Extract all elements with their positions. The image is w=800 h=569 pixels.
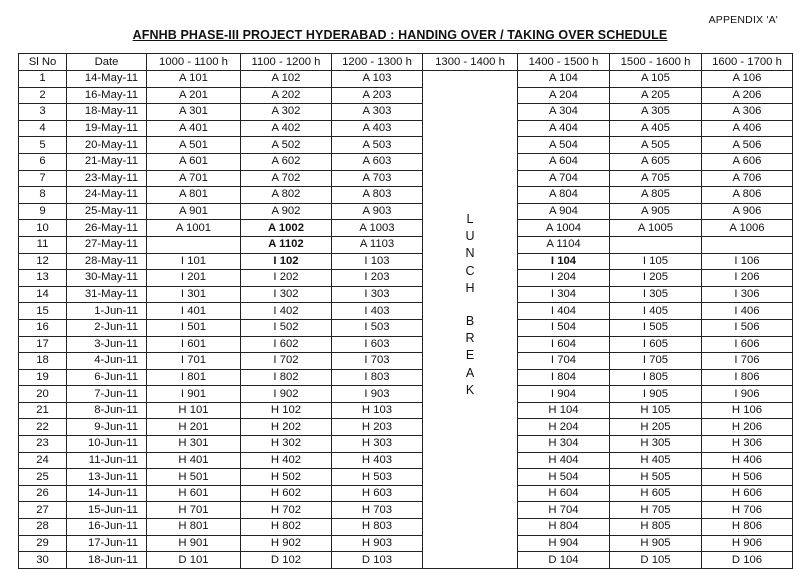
sl-no-cell: 23 bbox=[19, 436, 67, 453]
unit-cell: A 303 bbox=[332, 104, 423, 121]
unit-cell: H 702 bbox=[241, 502, 332, 519]
unit-cell: H 404 bbox=[518, 452, 610, 469]
sl-no-cell: 25 bbox=[19, 469, 67, 486]
unit-cell: H 904 bbox=[518, 535, 610, 552]
unit-cell: A 106 bbox=[702, 71, 793, 88]
appendix-label: APPENDIX 'A' bbox=[708, 14, 778, 26]
sl-no-cell: 20 bbox=[19, 386, 67, 403]
unit-cell: I 403 bbox=[332, 303, 423, 320]
unit-cell: I 106 bbox=[702, 253, 793, 270]
unit-cell: H 304 bbox=[518, 436, 610, 453]
unit-cell: A 1102 bbox=[241, 236, 332, 253]
date-cell: 6-Jun-11 bbox=[67, 369, 147, 386]
table-row bbox=[19, 120, 793, 137]
table-row bbox=[19, 485, 793, 502]
unit-cell: I 105 bbox=[610, 253, 702, 270]
unit-cell: A 403 bbox=[332, 120, 423, 137]
unit-cell: I 506 bbox=[702, 319, 793, 336]
unit-cell: H 606 bbox=[702, 485, 793, 502]
unit-cell: A 701 bbox=[147, 170, 241, 187]
date-cell: 17-Jun-11 bbox=[67, 535, 147, 552]
unit-cell bbox=[702, 236, 793, 253]
table-row bbox=[19, 502, 793, 519]
unit-cell: A 802 bbox=[241, 187, 332, 204]
unit-cell: D 103 bbox=[332, 552, 423, 569]
unit-cell: A 103 bbox=[332, 71, 423, 88]
sl-no-cell: 11 bbox=[19, 236, 67, 253]
unit-cell: A 206 bbox=[702, 87, 793, 104]
date-cell: 28-May-11 bbox=[67, 253, 147, 270]
unit-cell: I 705 bbox=[610, 353, 702, 370]
unit-cell: A 506 bbox=[702, 137, 793, 154]
unit-cell: H 703 bbox=[332, 502, 423, 519]
column-header: 1000 - 1100 h bbox=[147, 54, 241, 71]
sl-no-cell: 4 bbox=[19, 120, 67, 137]
column-header: 1300 - 1400 h bbox=[423, 54, 518, 71]
unit-cell: H 401 bbox=[147, 452, 241, 469]
sl-no-cell: 29 bbox=[19, 535, 67, 552]
unit-cell: I 301 bbox=[147, 286, 241, 303]
unit-cell: H 305 bbox=[610, 436, 702, 453]
unit-cell: I 602 bbox=[241, 336, 332, 353]
unit-cell: A 1006 bbox=[702, 220, 793, 237]
unit-cell: I 502 bbox=[241, 319, 332, 336]
date-cell: 21-May-11 bbox=[67, 153, 147, 170]
unit-cell: I 902 bbox=[241, 386, 332, 403]
unit-cell bbox=[610, 236, 702, 253]
unit-cell: I 706 bbox=[702, 353, 793, 370]
unit-cell: I 101 bbox=[147, 253, 241, 270]
unit-cell: A 803 bbox=[332, 187, 423, 204]
sl-no-cell: 21 bbox=[19, 402, 67, 419]
date-cell: 27-May-11 bbox=[67, 236, 147, 253]
sl-no-cell: 19 bbox=[19, 369, 67, 386]
unit-cell: A 101 bbox=[147, 71, 241, 88]
unit-cell: H 804 bbox=[518, 519, 610, 536]
unit-cell: I 303 bbox=[332, 286, 423, 303]
sl-no-cell: 2 bbox=[19, 87, 67, 104]
unit-cell: H 906 bbox=[702, 535, 793, 552]
unit-cell bbox=[147, 236, 241, 253]
unit-cell: I 103 bbox=[332, 253, 423, 270]
unit-cell: I 404 bbox=[518, 303, 610, 320]
unit-cell: A 304 bbox=[518, 104, 610, 121]
table-row bbox=[19, 535, 793, 552]
unit-cell: I 206 bbox=[702, 270, 793, 287]
table-body bbox=[19, 71, 793, 569]
table-row bbox=[19, 203, 793, 220]
table-row bbox=[19, 220, 793, 237]
date-cell: 26-May-11 bbox=[67, 220, 147, 237]
unit-cell: H 501 bbox=[147, 469, 241, 486]
break-letter: R bbox=[465, 331, 475, 346]
unit-cell: D 104 bbox=[518, 552, 610, 569]
unit-cell: A 203 bbox=[332, 87, 423, 104]
unit-cell: H 902 bbox=[241, 535, 332, 552]
table-row bbox=[19, 187, 793, 204]
unit-cell: A 102 bbox=[241, 71, 332, 88]
unit-cell: A 305 bbox=[610, 104, 702, 121]
unit-cell: H 802 bbox=[241, 519, 332, 536]
sl-no-cell: 6 bbox=[19, 153, 67, 170]
unit-cell: I 603 bbox=[332, 336, 423, 353]
unit-cell: I 701 bbox=[147, 353, 241, 370]
date-cell: 13-Jun-11 bbox=[67, 469, 147, 486]
table-row bbox=[19, 436, 793, 453]
unit-cell: A 401 bbox=[147, 120, 241, 137]
sl-no-cell: 9 bbox=[19, 203, 67, 220]
sl-no-cell: 12 bbox=[19, 253, 67, 270]
unit-cell: A 504 bbox=[518, 137, 610, 154]
table-row bbox=[19, 419, 793, 436]
unit-cell: D 102 bbox=[241, 552, 332, 569]
sl-no-cell: 5 bbox=[19, 137, 67, 154]
unit-cell: A 605 bbox=[610, 153, 702, 170]
sl-no-cell: 27 bbox=[19, 502, 67, 519]
unit-cell: A 903 bbox=[332, 203, 423, 220]
unit-cell: H 301 bbox=[147, 436, 241, 453]
unit-cell: I 801 bbox=[147, 369, 241, 386]
unit-cell: I 504 bbox=[518, 319, 610, 336]
unit-cell: A 801 bbox=[147, 187, 241, 204]
lunch-letter: H bbox=[465, 280, 475, 295]
unit-cell: A 301 bbox=[147, 104, 241, 121]
table-row bbox=[19, 236, 793, 253]
unit-cell: A 904 bbox=[518, 203, 610, 220]
date-cell: 16-Jun-11 bbox=[67, 519, 147, 536]
lunch-letter: C bbox=[465, 263, 475, 278]
table-row bbox=[19, 552, 793, 569]
unit-cell: I 802 bbox=[241, 369, 332, 386]
unit-cell: I 804 bbox=[518, 369, 610, 386]
unit-cell: I 906 bbox=[702, 386, 793, 403]
date-cell: 19-May-11 bbox=[67, 120, 147, 137]
table-row bbox=[19, 253, 793, 270]
sl-no-cell: 28 bbox=[19, 519, 67, 536]
unit-cell: A 501 bbox=[147, 137, 241, 154]
sl-no-cell: 18 bbox=[19, 353, 67, 370]
unit-cell: H 106 bbox=[702, 402, 793, 419]
table-row bbox=[19, 353, 793, 370]
unit-cell: H 506 bbox=[702, 469, 793, 486]
unit-cell: I 604 bbox=[518, 336, 610, 353]
unit-cell: A 306 bbox=[702, 104, 793, 121]
unit-cell: A 606 bbox=[702, 153, 793, 170]
unit-cell: I 401 bbox=[147, 303, 241, 320]
unit-cell: H 604 bbox=[518, 485, 610, 502]
unit-cell: I 204 bbox=[518, 270, 610, 287]
unit-cell: A 204 bbox=[518, 87, 610, 104]
unit-cell: I 806 bbox=[702, 369, 793, 386]
sl-no-cell: 16 bbox=[19, 319, 67, 336]
unit-cell: H 206 bbox=[702, 419, 793, 436]
unit-cell: I 202 bbox=[241, 270, 332, 287]
unit-cell: H 905 bbox=[610, 535, 702, 552]
unit-cell: H 101 bbox=[147, 402, 241, 419]
unit-cell: I 905 bbox=[610, 386, 702, 403]
unit-cell: I 203 bbox=[332, 270, 423, 287]
table-row bbox=[19, 270, 793, 287]
unit-cell: H 403 bbox=[332, 452, 423, 469]
column-header: 1600 - 1700 h bbox=[702, 54, 793, 71]
table-row bbox=[19, 319, 793, 336]
table-row bbox=[19, 170, 793, 187]
unit-cell: A 1001 bbox=[147, 220, 241, 237]
unit-cell: A 1104 bbox=[518, 236, 610, 253]
date-cell: 18-May-11 bbox=[67, 104, 147, 121]
unit-cell: I 104 bbox=[518, 253, 610, 270]
unit-cell: A 302 bbox=[241, 104, 332, 121]
unit-cell: A 505 bbox=[610, 137, 702, 154]
unit-cell: I 402 bbox=[241, 303, 332, 320]
unit-cell: I 702 bbox=[241, 353, 332, 370]
unit-cell: A 902 bbox=[241, 203, 332, 220]
unit-cell: A 604 bbox=[518, 153, 610, 170]
unit-cell: H 903 bbox=[332, 535, 423, 552]
date-cell: 2-Jun-11 bbox=[67, 319, 147, 336]
break-letter: K bbox=[465, 382, 475, 397]
table-row bbox=[19, 153, 793, 170]
table-row bbox=[19, 87, 793, 104]
lunch-letter: L bbox=[466, 212, 474, 226]
lunch-letter: U bbox=[465, 229, 475, 244]
lunch-letter: N bbox=[465, 246, 475, 261]
lunch-break-cell bbox=[423, 71, 518, 569]
unit-cell: A 1002 bbox=[241, 220, 332, 237]
sl-no-cell: 22 bbox=[19, 419, 67, 436]
unit-cell: I 606 bbox=[702, 336, 793, 353]
unit-cell: H 203 bbox=[332, 419, 423, 436]
sl-no-cell: 26 bbox=[19, 485, 67, 502]
unit-cell: H 103 bbox=[332, 402, 423, 419]
column-header: 1200 - 1300 h bbox=[332, 54, 423, 71]
unit-cell: H 205 bbox=[610, 419, 702, 436]
table-row bbox=[19, 402, 793, 419]
unit-cell: A 406 bbox=[702, 120, 793, 137]
unit-cell: A 602 bbox=[241, 153, 332, 170]
table-row bbox=[19, 104, 793, 121]
unit-cell: A 702 bbox=[241, 170, 332, 187]
unit-cell: H 502 bbox=[241, 469, 332, 486]
unit-cell: A 906 bbox=[702, 203, 793, 220]
date-cell: 1-Jun-11 bbox=[67, 303, 147, 320]
unit-cell: H 202 bbox=[241, 419, 332, 436]
unit-cell: H 505 bbox=[610, 469, 702, 486]
column-header: 1100 - 1200 h bbox=[241, 54, 332, 71]
sl-no-cell: 30 bbox=[19, 552, 67, 569]
unit-cell: H 602 bbox=[241, 485, 332, 502]
schedule-table bbox=[18, 53, 793, 569]
unit-cell: I 505 bbox=[610, 319, 702, 336]
date-cell: 30-May-11 bbox=[67, 270, 147, 287]
break-letter: E bbox=[465, 348, 475, 363]
date-cell: 9-Jun-11 bbox=[67, 419, 147, 436]
unit-cell: H 503 bbox=[332, 469, 423, 486]
unit-cell: A 706 bbox=[702, 170, 793, 187]
date-cell: 14-Jun-11 bbox=[67, 485, 147, 502]
unit-cell: I 805 bbox=[610, 369, 702, 386]
unit-cell: A 603 bbox=[332, 153, 423, 170]
unit-cell: I 201 bbox=[147, 270, 241, 287]
unit-cell: A 502 bbox=[241, 137, 332, 154]
unit-cell: I 102 bbox=[241, 253, 332, 270]
sl-no-cell: 13 bbox=[19, 270, 67, 287]
sl-no-cell: 24 bbox=[19, 452, 67, 469]
date-cell: 31-May-11 bbox=[67, 286, 147, 303]
unit-cell: H 406 bbox=[702, 452, 793, 469]
table-row bbox=[19, 336, 793, 353]
date-cell: 23-May-11 bbox=[67, 170, 147, 187]
unit-cell: A 703 bbox=[332, 170, 423, 187]
unit-cell: H 705 bbox=[610, 502, 702, 519]
unit-cell: I 903 bbox=[332, 386, 423, 403]
unit-cell: I 703 bbox=[332, 353, 423, 370]
column-header: 1500 - 1600 h bbox=[610, 54, 702, 71]
unit-cell: D 105 bbox=[610, 552, 702, 569]
unit-cell: H 102 bbox=[241, 402, 332, 419]
unit-cell: A 1005 bbox=[610, 220, 702, 237]
unit-cell: I 601 bbox=[147, 336, 241, 353]
unit-cell: A 105 bbox=[610, 71, 702, 88]
unit-cell: A 704 bbox=[518, 170, 610, 187]
unit-cell: I 904 bbox=[518, 386, 610, 403]
unit-cell: D 101 bbox=[147, 552, 241, 569]
unit-cell: H 204 bbox=[518, 419, 610, 436]
unit-cell: H 801 bbox=[147, 519, 241, 536]
date-cell: 14-May-11 bbox=[67, 71, 147, 88]
date-cell: 7-Jun-11 bbox=[67, 386, 147, 403]
unit-cell: H 302 bbox=[241, 436, 332, 453]
table-row bbox=[19, 369, 793, 386]
unit-cell: H 105 bbox=[610, 402, 702, 419]
unit-cell: H 806 bbox=[702, 519, 793, 536]
unit-cell: H 601 bbox=[147, 485, 241, 502]
unit-cell: H 504 bbox=[518, 469, 610, 486]
unit-cell: I 205 bbox=[610, 270, 702, 287]
unit-cell: A 1003 bbox=[332, 220, 423, 237]
table-row bbox=[19, 386, 793, 403]
unit-cell: I 304 bbox=[518, 286, 610, 303]
unit-cell: D 106 bbox=[702, 552, 793, 569]
unit-cell: A 601 bbox=[147, 153, 241, 170]
column-header: 1400 - 1500 h bbox=[518, 54, 610, 71]
unit-cell: A 503 bbox=[332, 137, 423, 154]
unit-cell: H 405 bbox=[610, 452, 702, 469]
date-cell: 8-Jun-11 bbox=[67, 402, 147, 419]
table-row bbox=[19, 137, 793, 154]
table-row bbox=[19, 286, 793, 303]
unit-cell: H 704 bbox=[518, 502, 610, 519]
unit-cell: I 405 bbox=[610, 303, 702, 320]
table-row bbox=[19, 469, 793, 486]
date-cell: 15-Jun-11 bbox=[67, 502, 147, 519]
unit-cell: I 605 bbox=[610, 336, 702, 353]
page-title: AFNHB PHASE-III PROJECT HYDERABAD : HANDING OVER / TAKING OVER SCHEDULE bbox=[132, 28, 668, 42]
date-cell: 24-May-11 bbox=[67, 187, 147, 204]
unit-cell: I 704 bbox=[518, 353, 610, 370]
break-letter: A bbox=[465, 365, 475, 380]
sl-no-cell: 3 bbox=[19, 104, 67, 121]
sl-no-cell: 1 bbox=[19, 71, 67, 88]
unit-cell: A 104 bbox=[518, 71, 610, 88]
date-cell: 25-May-11 bbox=[67, 203, 147, 220]
unit-cell: A 805 bbox=[610, 187, 702, 204]
unit-cell: H 303 bbox=[332, 436, 423, 453]
unit-cell: A 806 bbox=[702, 187, 793, 204]
unit-cell: I 503 bbox=[332, 319, 423, 336]
unit-cell: A 705 bbox=[610, 170, 702, 187]
unit-cell: A 402 bbox=[241, 120, 332, 137]
unit-cell: A 405 bbox=[610, 120, 702, 137]
unit-cell: H 306 bbox=[702, 436, 793, 453]
unit-cell: A 804 bbox=[518, 187, 610, 204]
unit-cell: I 803 bbox=[332, 369, 423, 386]
sl-no-cell: 8 bbox=[19, 187, 67, 204]
column-header: Sl No bbox=[19, 54, 67, 71]
unit-cell: A 901 bbox=[147, 203, 241, 220]
break-letter: B bbox=[465, 313, 475, 328]
unit-cell: H 402 bbox=[241, 452, 332, 469]
unit-cell: A 202 bbox=[241, 87, 332, 104]
table-row bbox=[19, 452, 793, 469]
sl-no-cell: 7 bbox=[19, 170, 67, 187]
column-header: Date bbox=[67, 54, 147, 71]
date-cell: 4-Jun-11 bbox=[67, 353, 147, 370]
unit-cell: H 706 bbox=[702, 502, 793, 519]
unit-cell: A 404 bbox=[518, 120, 610, 137]
unit-cell: H 104 bbox=[518, 402, 610, 419]
unit-cell: H 701 bbox=[147, 502, 241, 519]
unit-cell: H 803 bbox=[332, 519, 423, 536]
unit-cell: I 302 bbox=[241, 286, 332, 303]
unit-cell: H 201 bbox=[147, 419, 241, 436]
table-header-row bbox=[19, 54, 793, 71]
sl-no-cell: 15 bbox=[19, 303, 67, 320]
unit-cell: I 305 bbox=[610, 286, 702, 303]
table-row bbox=[19, 71, 793, 88]
unit-cell: I 501 bbox=[147, 319, 241, 336]
unit-cell: A 205 bbox=[610, 87, 702, 104]
date-cell: 3-Jun-11 bbox=[67, 336, 147, 353]
unit-cell: H 605 bbox=[610, 485, 702, 502]
date-cell: 20-May-11 bbox=[67, 137, 147, 154]
date-cell: 10-Jun-11 bbox=[67, 436, 147, 453]
date-cell: 11-Jun-11 bbox=[67, 452, 147, 469]
sl-no-cell: 17 bbox=[19, 336, 67, 353]
unit-cell: A 1103 bbox=[332, 236, 423, 253]
unit-cell: A 1004 bbox=[518, 220, 610, 237]
sl-no-cell: 14 bbox=[19, 286, 67, 303]
table-row bbox=[19, 303, 793, 320]
date-cell: 18-Jun-11 bbox=[67, 552, 147, 569]
unit-cell: H 805 bbox=[610, 519, 702, 536]
date-cell: 16-May-11 bbox=[67, 87, 147, 104]
sl-no-cell: 10 bbox=[19, 220, 67, 237]
unit-cell: I 406 bbox=[702, 303, 793, 320]
unit-cell: I 306 bbox=[702, 286, 793, 303]
unit-cell: H 901 bbox=[147, 535, 241, 552]
unit-cell: H 603 bbox=[332, 485, 423, 502]
unit-cell: A 905 bbox=[610, 203, 702, 220]
table-row bbox=[19, 519, 793, 536]
unit-cell: A 201 bbox=[147, 87, 241, 104]
unit-cell: I 901 bbox=[147, 386, 241, 403]
